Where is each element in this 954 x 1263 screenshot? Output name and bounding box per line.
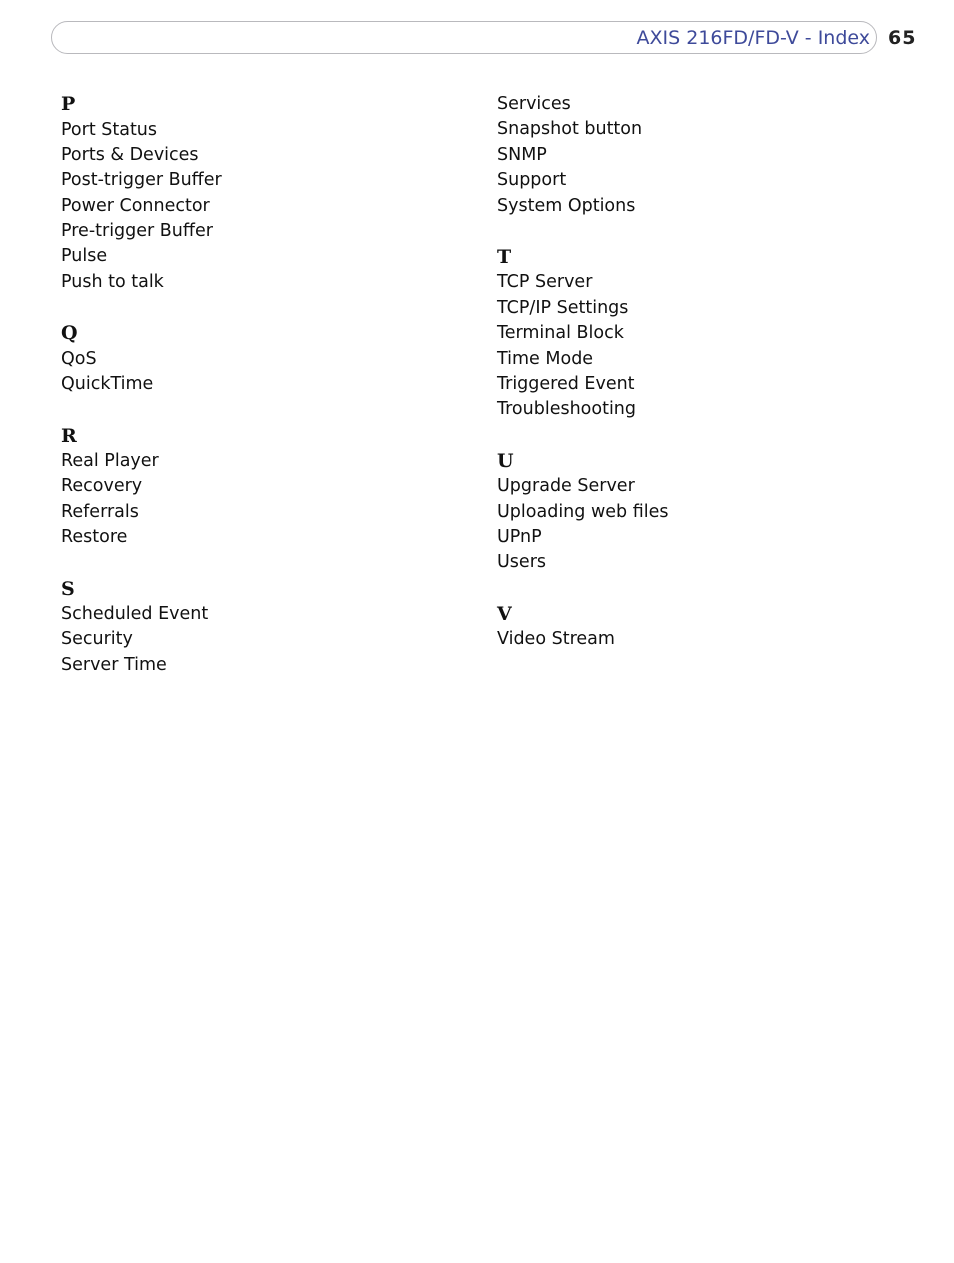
index-section-v [497,602,917,653]
index-letter-heading: V [497,602,512,625]
index-entry: Pre-trigger Buffer [61,221,213,242]
index-entry: Terminal Block [497,323,624,344]
index-column-left [61,92,461,704]
index-entry: Referrals [61,501,139,522]
index-letter-heading: T [497,245,512,268]
index-column-right [497,92,917,679]
index-section-s [61,577,461,679]
index-entry: Snapshot button [497,119,643,140]
index-entry: Recovery [61,476,143,497]
index-entry: Time Mode [497,348,594,369]
index-entry: Uploading web files [497,501,669,522]
index-entry: Restore [61,527,128,548]
index-entry: Port Status [61,119,158,140]
index-entry: UPnP [497,527,542,548]
index-entry: Post-trigger Buffer [61,170,222,191]
index-entry: System Options [497,195,636,216]
page-number: 65 [888,27,917,49]
index-letter-heading: U [497,449,514,472]
index-entry: Push to talk [61,271,164,292]
index-entry: Ports & Devices [61,144,199,165]
index-letter-heading: S [61,577,75,600]
index-entry: QuickTime [61,374,154,395]
index-entry: Users [497,552,547,573]
index-section-q [61,321,461,397]
index-letter-heading: Q [61,322,78,345]
index-entry: Video Stream [497,629,615,650]
index-entry: TCP Server [497,272,593,293]
index-entry: Real Player [61,451,159,472]
index-section-r [61,424,461,551]
index-entry: QoS [61,348,97,369]
header-title: AXIS 216FD/FD-V - Index [636,27,870,49]
index-entry: Server Time [61,654,167,675]
index-letter-heading: P [61,93,76,115]
index-entry: Power Connector [61,195,210,216]
index-entry: Pulse [61,246,108,267]
index-entry: Services [497,94,571,114]
index-section-t [497,245,917,423]
index-entry: Triggered Event [497,374,635,395]
index-section-u [497,449,917,576]
index-entry: Security [61,629,133,650]
index-entry: Scheduled Event [61,604,209,625]
index-entry: TCP/IP Settings [497,297,629,318]
index-section-s-continued [497,92,917,219]
index-entry: SNMP [497,144,547,165]
index-entry: Troubleshooting [497,399,637,420]
index-entry: Upgrade Server [497,476,635,497]
index-section-p [61,92,461,295]
index-letter-heading: R [61,424,77,447]
index-entry: Support [497,170,567,191]
